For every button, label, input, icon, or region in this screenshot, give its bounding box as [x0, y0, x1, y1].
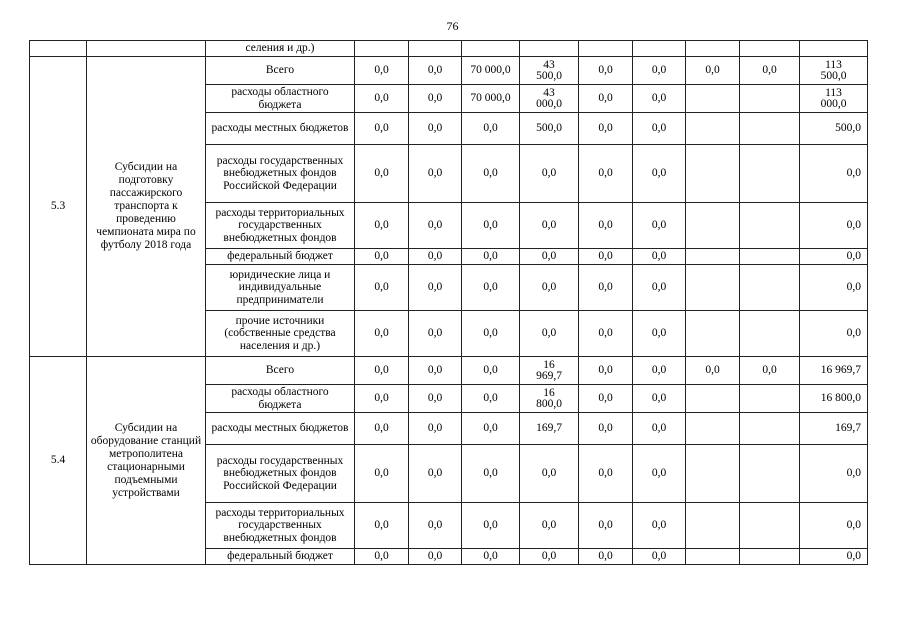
value-cell: 0,0 [355, 203, 409, 249]
value-cell: 0,0 [633, 145, 686, 203]
total-cell: 16 969,7 [800, 357, 868, 385]
section-code: 5.3 [30, 57, 87, 357]
value-cell: 0,0 [409, 249, 462, 265]
value-cell [740, 503, 800, 549]
value-cell [686, 549, 740, 565]
total-cell: 0,0 [800, 503, 868, 549]
source-cell: расходы государственных внебюджетных фондов Российской Федерации [206, 145, 355, 203]
value-cell [409, 41, 462, 57]
value-cell: 0,0 [462, 113, 520, 145]
table-row [30, 357, 868, 385]
value-cell: 0,0 [633, 503, 686, 549]
section-name: Субсидии на оборудование станций метрополитена стационарными подъемными устройствами [87, 357, 206, 565]
total-cell: 0,0 [800, 249, 868, 265]
value-cell: 0,0 [579, 265, 633, 311]
value-cell: 0,0 [409, 385, 462, 413]
value-cell [686, 203, 740, 249]
value-cell: 0,0 [579, 85, 633, 113]
total-cell: 0,0 [800, 445, 868, 503]
value-cell: 0,0 [520, 311, 579, 357]
section-name: Субсидии на подготовку пассажирского транспорта к проведению чемпионата мира по футболу 2018 года [87, 57, 206, 357]
value-cell [740, 203, 800, 249]
value-cell: 0,0 [409, 503, 462, 549]
value-cell: 0,0 [686, 357, 740, 385]
value-cell [686, 113, 740, 145]
value-cell: 0,0 [409, 203, 462, 249]
value-cell: 0,0 [520, 445, 579, 503]
value-cell: 0,0 [355, 265, 409, 311]
value-cell: 0,0 [579, 113, 633, 145]
value-cell: 0,0 [409, 413, 462, 445]
value-cell: 0,0 [355, 145, 409, 203]
value-cell: 0,0 [633, 57, 686, 85]
value-cell: 0,0 [409, 145, 462, 203]
value-cell: 0,0 [355, 311, 409, 357]
value-cell: 0,0 [462, 385, 520, 413]
value-cell: 0,0 [409, 113, 462, 145]
value-cell [686, 445, 740, 503]
total-cell: 0,0 [800, 145, 868, 203]
value-cell: 0,0 [409, 57, 462, 85]
value-cell: 0,0 [579, 385, 633, 413]
value-cell: 0,0 [520, 145, 579, 203]
value-cell [740, 413, 800, 445]
value-cell [740, 265, 800, 311]
source-cell: прочие источники (собственные средства населения и др.) [206, 311, 355, 357]
value-cell: 0,0 [462, 311, 520, 357]
value-cell: 0,0 [462, 265, 520, 311]
value-cell: 0,0 [633, 311, 686, 357]
value-cell [633, 41, 686, 57]
value-cell: 0,0 [462, 249, 520, 265]
source-cell: селения и др.) [206, 41, 355, 57]
value-cell [686, 413, 740, 445]
value-cell [686, 311, 740, 357]
value-cell: 169,7 [520, 413, 579, 445]
value-cell: 0,0 [409, 357, 462, 385]
value-cell: 0,0 [633, 385, 686, 413]
value-cell: 0,0 [520, 203, 579, 249]
value-cell: 0,0 [355, 413, 409, 445]
value-cell [686, 145, 740, 203]
value-cell [520, 41, 579, 57]
value-cell: 0,0 [355, 57, 409, 85]
value-cell: 0,0 [355, 549, 409, 565]
value-cell: 0,0 [579, 357, 633, 385]
source-cell: расходы территориальных государственных внебюджетных фондов [206, 503, 355, 549]
table-row [30, 41, 868, 57]
code-cell [30, 41, 87, 57]
value-cell: 0,0 [633, 85, 686, 113]
value-cell: 0,0 [409, 445, 462, 503]
value-cell: 0,0 [579, 145, 633, 203]
value-cell [740, 145, 800, 203]
value-cell: 0,0 [686, 57, 740, 85]
value-cell: 0,0 [633, 203, 686, 249]
value-cell [740, 41, 800, 57]
value-cell: 0,0 [633, 249, 686, 265]
source-cell: федеральный бюджет [206, 249, 355, 265]
value-cell: 43 500,0 [520, 57, 579, 85]
table-row [30, 57, 868, 85]
value-cell [740, 85, 800, 113]
value-cell: 0,0 [462, 357, 520, 385]
value-cell [686, 385, 740, 413]
value-cell: 0,0 [579, 57, 633, 85]
source-cell: расходы областного бюджета [206, 385, 355, 413]
value-cell: 0,0 [633, 357, 686, 385]
total-cell: 169,7 [800, 413, 868, 445]
value-cell: 0,0 [355, 445, 409, 503]
value-cell: 0,0 [633, 413, 686, 445]
source-cell: юридические лица и индивидуальные предприниматели [206, 265, 355, 311]
value-cell [740, 249, 800, 265]
total-cell: 500,0 [800, 113, 868, 145]
value-cell: 0,0 [740, 357, 800, 385]
value-cell: 0,0 [355, 385, 409, 413]
source-cell: расходы территориальных государственных внебюджетных фондов [206, 203, 355, 249]
value-cell: 0,0 [520, 249, 579, 265]
value-cell: 70 000,0 [462, 57, 520, 85]
value-cell: 16 969,7 [520, 357, 579, 385]
value-cell: 0,0 [579, 413, 633, 445]
value-cell: 0,0 [633, 549, 686, 565]
value-cell: 0,0 [462, 203, 520, 249]
value-cell: 0,0 [579, 445, 633, 503]
value-cell: 0,0 [462, 145, 520, 203]
value-cell [686, 265, 740, 311]
value-cell: 16 800,0 [520, 385, 579, 413]
value-cell: 0,0 [633, 445, 686, 503]
value-cell: 0,0 [520, 265, 579, 311]
source-cell: расходы государственных внебюджетных фондов Российской Федерации [206, 445, 355, 503]
value-cell: 0,0 [520, 549, 579, 565]
value-cell [686, 85, 740, 113]
value-cell [740, 113, 800, 145]
total-cell: 0,0 [800, 311, 868, 357]
value-cell: 0,0 [579, 503, 633, 549]
value-cell: 0,0 [520, 503, 579, 549]
value-cell: 0,0 [579, 549, 633, 565]
total-cell: 0,0 [800, 203, 868, 249]
total-cell: 113 500,0 [800, 57, 868, 85]
value-cell: 43 000,0 [520, 85, 579, 113]
name-cell [87, 41, 206, 57]
value-cell [740, 311, 800, 357]
value-cell: 0,0 [579, 249, 633, 265]
source-cell: федеральный бюджет [206, 549, 355, 565]
value-cell: 0,0 [409, 85, 462, 113]
value-cell [686, 503, 740, 549]
source-cell: расходы областного бюджета [206, 85, 355, 113]
value-cell: 0,0 [579, 203, 633, 249]
value-cell [800, 41, 868, 57]
value-cell: 0,0 [355, 249, 409, 265]
source-cell: расходы местных бюджетов [206, 413, 355, 445]
value-cell [355, 41, 409, 57]
value-cell: 0,0 [462, 503, 520, 549]
value-cell: 0,0 [633, 265, 686, 311]
value-cell [740, 445, 800, 503]
source-cell: расходы местных бюджетов [206, 113, 355, 145]
value-cell [579, 41, 633, 57]
value-cell: 0,0 [462, 445, 520, 503]
value-cell: 500,0 [520, 113, 579, 145]
value-cell: 0,0 [462, 549, 520, 565]
value-cell: 0,0 [355, 357, 409, 385]
value-cell: 0,0 [740, 57, 800, 85]
value-cell: 0,0 [355, 85, 409, 113]
value-cell [462, 41, 520, 57]
page-number: 76 [446, 19, 459, 33]
value-cell: 0,0 [579, 311, 633, 357]
value-cell: 0,0 [409, 265, 462, 311]
value-cell: 0,0 [633, 113, 686, 145]
total-cell: 16 800,0 [800, 385, 868, 413]
source-cell: Всего [206, 357, 355, 385]
value-cell: 0,0 [355, 503, 409, 549]
total-cell: 0,0 [800, 265, 868, 311]
value-cell [740, 549, 800, 565]
value-cell: 0,0 [409, 549, 462, 565]
value-cell: 70 000,0 [462, 85, 520, 113]
budget-table [29, 40, 868, 565]
value-cell [740, 385, 800, 413]
section-code: 5.4 [30, 357, 87, 565]
value-cell: 0,0 [409, 311, 462, 357]
source-cell: Всего [206, 57, 355, 85]
value-cell: 0,0 [462, 413, 520, 445]
value-cell: 0,0 [355, 113, 409, 145]
value-cell [686, 41, 740, 57]
value-cell [686, 249, 740, 265]
total-cell: 113 000,0 [800, 85, 868, 113]
total-cell: 0,0 [800, 549, 868, 565]
